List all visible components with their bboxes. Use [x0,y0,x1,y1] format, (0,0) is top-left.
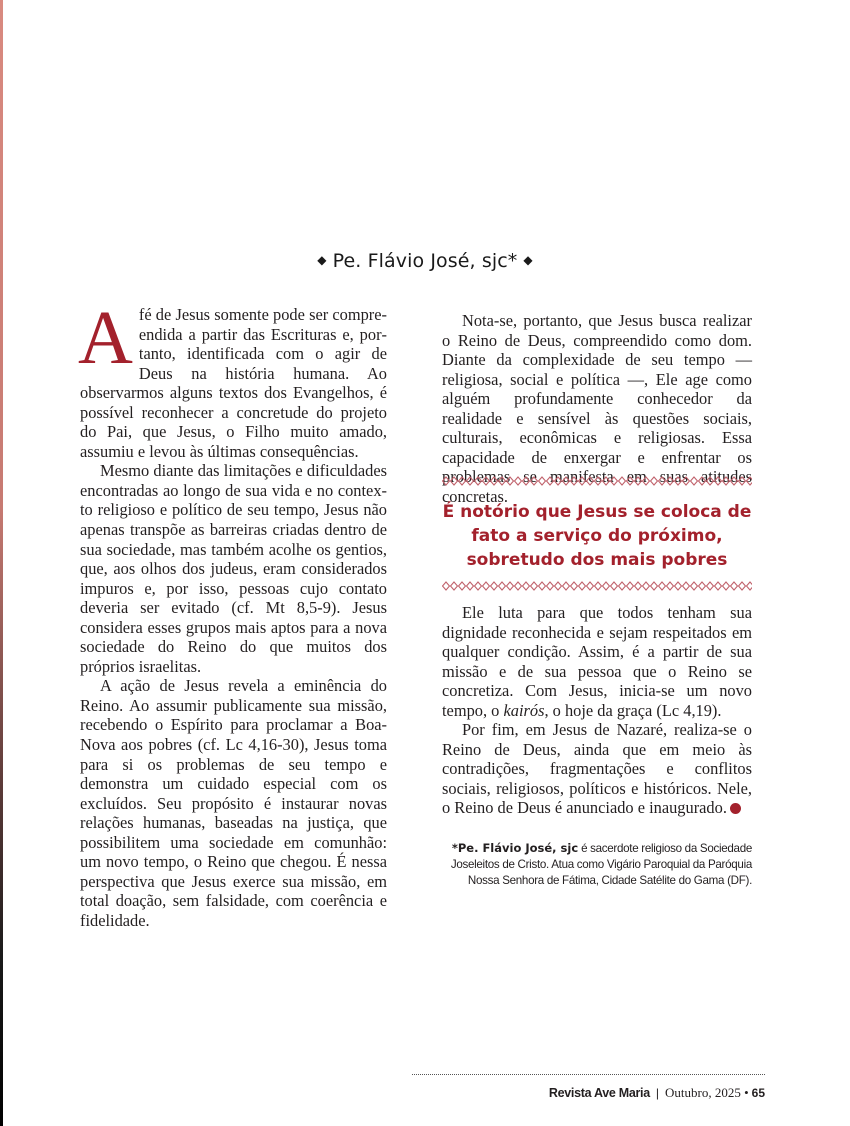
bio-name: *Pe. Flávio José, sjc [451,841,579,855]
paragraph-6-text: Por fim, em Jesus de Nazaré, realiza-se o Reino de Deus, ainda que em meio às contradições, fragmentações e conflitos sociais, religiosos, políticos e históricos. Nele, o Reino de Deus é anunciado e inaugurado. [442,720,752,818]
paragraph-1-text: fé de Jesus somente pode ser compreendida a partir das Escrituras e, portanto, identificada com o agir de Deus na história humana. Ao observarmos alguns textos dos Evangelhos, é possível reconhecer a concretude do projeto do Pai, que Jesus, o Filho muito amado, assumiu e levou às últimas consequências. [80,305,387,461]
paragraph-5 [442,603,752,720]
byline [0,250,850,272]
author-name: Pe. Flávio José, sjc* [332,250,518,272]
italic-term: kairós [503,700,545,720]
pull-quote: É notório que Jesus se coloca de fato a serviço do próximo, sobretudo dos mais pobres [442,502,752,570]
end-mark-icon [730,803,741,814]
right-column-bottom [442,603,752,818]
diamond-divider-bottom [442,581,752,591]
drop-cap: A [78,296,133,380]
issue-date: Outubro, 2025 • [665,1085,749,1100]
paragraph-1 [78,296,387,461]
page-footer [549,1085,765,1101]
paragraph-5-text-end: , o hoje da graça (Lc 4,19). [544,700,722,720]
left-column [78,296,387,931]
magazine-name: Revista Ave Maria [548,1086,650,1100]
paragraph-6 [442,720,752,818]
paragraph-5-text: Ele luta para que todos tenham sua dignidade reconhecida e sejam respeitados em qualquer condição. Assim, é a partir de sua missão e de sua pessoa que o Reino se concretiza. Com Jesus, inicia-se um novo tempo, o [442,603,752,720]
paragraph-4: Nota-se, portanto, que Jesus busca realizar o Reino de Deus, compreendido como dom. Diante da complexidade de seu tempo — religiosa, social e política —, Ele age como alguém profundamente conhecedor da realidade e sensível às questões sociais, culturais, econômicas e religiosas. Essa capacidade de enxergar e enfrentar os concretas. [442,311,752,506]
bio-text: é sacerdote religioso da Sociedade Joseleitos de Cristo. Atua como Vigário Paroquial da Paróquia Nossa Senhora de Fátima, Cidade Satélite do Gama (DF). [450,842,752,887]
page-edge-strip [0,0,3,1126]
diamond-divider-top [442,476,752,486]
diamond-ornament-icon: ◆ [523,253,533,267]
footer-dotted-rule [412,1074,765,1075]
paragraph-3: A ação de Jesus revela a eminência do Reino. Ao assumir publicamente sua missão, recebendo o Espírito para proclamar a Boa-Nova aos pobres (cf. Lc 4,16-30), Jesus toma para si os problemas de seu tempo e demonstra um cuidado especial com os excluídos. Seu propósito é instaurar novas relações humanas, baseadas na justiça, que possibilitem uma sociedade em comunhão: um novo tempo, o Reino que chegou. É nessa perspectiva que Jesus exerce sua missão, em total doação, sem falsidade, com coerência e fidelidade. [80,676,387,930]
author-bio [450,840,752,889]
diamond-ornament-icon: ◆ [317,253,327,267]
page-number: 65 [751,1086,765,1100]
paragraph-2: Mesmo diante das limitações e dificuldades encontradas ao longo de sua vida e no contexto religioso e político de seu tempo, Jesus não apenas transpõe as barreiras criadas dentro de sua sociedade, mas também acolhe os gentios, que, aos olhos dos judeus, eram considerados impuros e, por isso, pessoas cujo contato deveria ser evitado (cf. Mt 8,5-9). Jesus considera esses grupos mais aptos para a nova sociedade do Reino do que muitos dos próprios israelitas. [80,461,387,676]
footer-separator: | [655,1086,659,1100]
